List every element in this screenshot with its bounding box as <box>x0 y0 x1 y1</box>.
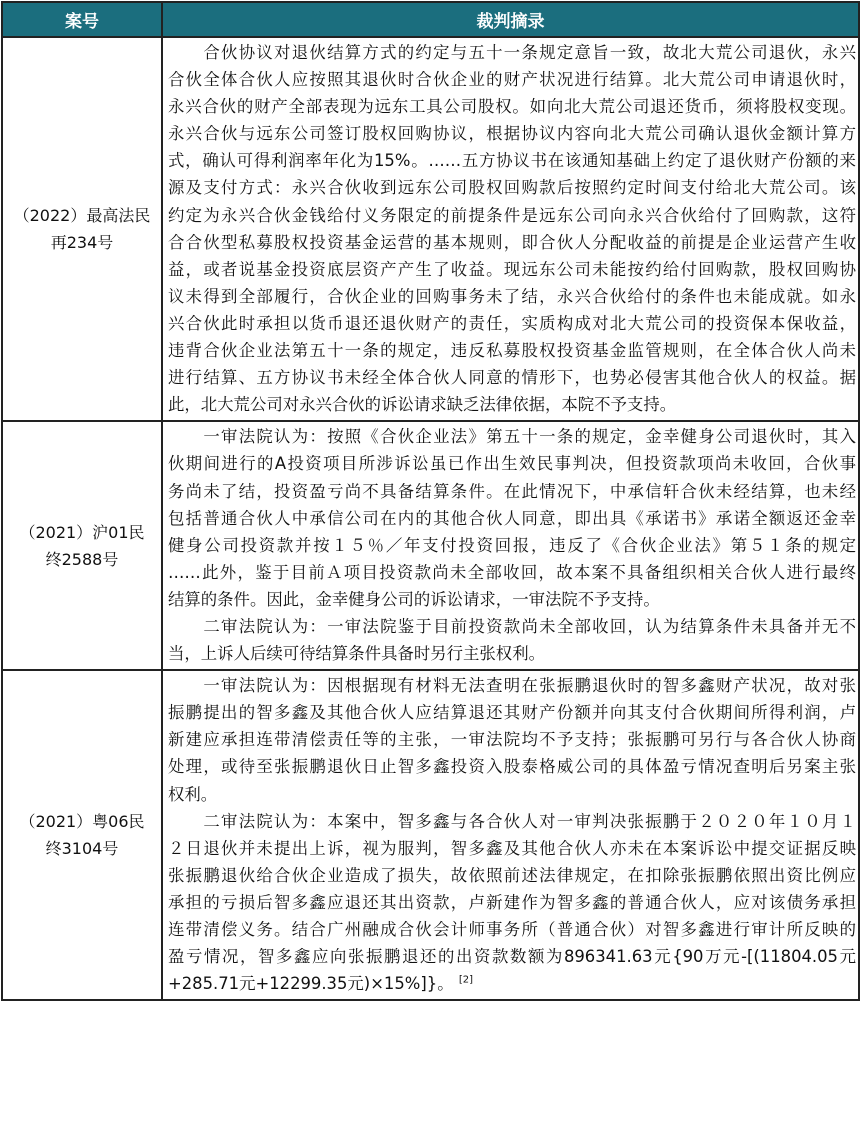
excerpt-line <box>168 310 856 337</box>
excerpt-line-text: 一审法院认为：因根据现有材料无法查明在张振鹏退伙时的智多鑫财产状况，故对张 <box>168 676 856 696</box>
excerpt-line-text: 当，上诉人后续可待结算条件具备时另行主张权利。 <box>168 644 545 664</box>
excerpt-line-text: 合伙协议对退伙结算方式的约定与五十一条规定意旨一致，故北大荒公司退伙，永兴 <box>168 43 856 62</box>
excerpt-line <box>168 39 856 66</box>
excerpt-line-text: 健身公司投资款并按１５％／年支付投资回报，违反了《合伙企业法》第５１条的规定 <box>168 535 856 555</box>
excerpt-line-text: 永兴合伙与远东公司签订股权回购协议，根据协议内容向北大荒公司确认退伙金额计算方 <box>168 124 856 144</box>
excerpt-line <box>168 147 856 174</box>
excerpt-line-text: 约定为永兴合伙金钱给付义务限定的前提条件是远东公司向永兴合伙给付了回购款，这符 <box>168 205 856 225</box>
excerpt-line <box>168 450 856 477</box>
excerpt-line-text: 违背合伙企业法第五十一条的规定，违反私募股权投资基金监管规则，在全体合伙人尚未 <box>168 341 856 361</box>
excerpt-line-text: 处理，或待至张振鹏退伙日止智多鑫投资入股泰格威公司的具体盈亏情况查明后另案主张 <box>168 757 856 777</box>
case-number-line: 再234号 <box>50 233 114 253</box>
excerpt-line <box>168 781 856 808</box>
excerpt-line <box>168 889 856 916</box>
table-row <box>2 421 859 670</box>
excerpt-line <box>168 808 856 835</box>
excerpt-line-text: 一审法院认为：按照《合伙企业法》第五十一条的规定，金幸健身公司退伙时，其入 <box>168 427 856 447</box>
excerpt-line <box>168 391 856 418</box>
excerpt-line <box>168 478 856 505</box>
excerpt-line <box>168 364 856 391</box>
excerpt-line-text: 务尚未了结，投资盈亏尚不具备结算条件。在此情况下，中承信轩合伙未经结算，也未经 <box>168 481 856 501</box>
excerpt-line-text: 二审法院认为：一审法院鉴于目前投资款尚未全部收回，认为结算条件未具备并无不 <box>168 616 856 636</box>
case-number-line: （2021）粤06民 <box>19 812 145 832</box>
excerpt-line <box>168 256 856 283</box>
excerpt-line <box>168 699 856 726</box>
case-number-line: （2021）沪01民 <box>19 522 145 542</box>
excerpt-cell <box>162 37 859 421</box>
excerpt-line-text: 进行结算、五方协议书未经全体合伙人同意的情形下，也势必侵害其他合伙人的权益。据 <box>168 368 856 388</box>
excerpt-line <box>168 559 856 586</box>
excerpt-paragraph <box>168 39 856 418</box>
excerpt-line <box>168 916 856 943</box>
case-number-line: 终3104号 <box>45 839 119 859</box>
excerpt-line-text: 议未得到全部履行，合伙企业的回购事务未了结，永兴合伙给付的条件也未能成就。如永 <box>168 286 856 306</box>
excerpt-line-text: 合伙全体合伙人应按照其退伙时合伙企业的财产状况进行结算。北大荒公司申请退伙时， <box>168 70 856 90</box>
excerpt-paragraph <box>168 672 856 807</box>
excerpt-line <box>168 174 856 201</box>
excerpt-line-text: 振鹏提出的智多鑫及其他合伙人应结算退还其财产份额并向其支付合伙期间所得利润，卢 <box>168 703 856 723</box>
case-number-cell <box>2 421 162 670</box>
table-row <box>2 37 859 421</box>
case-excerpt-table <box>1 1 860 1001</box>
footnote-reference[interactable]: [2] <box>458 974 473 986</box>
excerpt-line-text: 承担的亏损后智多鑫应退还其出资款，卢新建作为智多鑫的普通合伙人，应对该债务承担 <box>168 892 856 912</box>
excerpt-line-text: +285.71元+12299.35元)×15%]}。 <box>168 974 454 994</box>
excerpt-line-text: 新建应承担连带清偿责任等的主张，一审法院均不予支持；张振鹏可另行与各合伙人协商 <box>168 730 856 750</box>
excerpt-paragraph <box>168 613 856 667</box>
excerpt-line <box>168 753 856 780</box>
excerpt-line <box>168 726 856 753</box>
case-number-cell <box>2 670 162 1000</box>
excerpt-line <box>168 505 856 532</box>
excerpt-line-text: 永兴合伙的财产全部表现为远东工具公司股权。如向北大荒公司退还货币，须将股权变现。 <box>168 97 856 117</box>
excerpt-line <box>168 613 856 640</box>
excerpt-line <box>168 337 856 364</box>
excerpt-line-text: 包括普通合伙人中承信公司在内的其他合伙人同意，即出具《承诺书》承诺全额返还金幸 <box>168 508 856 528</box>
excerpt-cell <box>162 421 859 670</box>
excerpt-line-text: 合合伙型私募股权投资基金运营的基本规则，即合伙人分配收益的前提是企业运营产生收 <box>168 232 856 252</box>
excerpt-line <box>168 202 856 229</box>
excerpt-line <box>168 423 856 450</box>
excerpt-line-text: 源及支付方式：永兴合伙收到远东公司股权回购款后按照约定时间支付给北大荒公司。该 <box>168 178 856 198</box>
excerpt-line-text: 张振鹏退伙给合伙企业造成了损失，故依照前述法律规定，在扣除张振鹏依照出资比例应 <box>168 865 856 885</box>
excerpt-line <box>168 120 856 147</box>
case-number-line: 终2588号 <box>45 549 119 569</box>
excerpt-cell <box>162 670 859 1000</box>
excerpt-line-text: 兴合伙此时承担以货币退还退伙财产的责任，实质构成对北大荒公司的投资保本保收益， <box>168 313 856 333</box>
excerpt-paragraph <box>168 423 856 613</box>
excerpt-line <box>168 835 856 862</box>
excerpt-line-text: 伙期间进行的A投资项目所涉诉讼虽已作出生效民事判决，但投资款项尚未收回，合伙事 <box>168 454 856 474</box>
case-number-cell <box>2 37 162 421</box>
excerpt-line-text: ……此外，鉴于目前Ａ项目投资款尚未全部收回，故本案不具备组织相关合伙人进行最终 <box>168 562 856 582</box>
table-row <box>2 670 859 1000</box>
excerpt-line <box>168 229 856 256</box>
excerpt-line-text: ２日退伙并未提出上诉，视为服判，智多鑫及其他合伙人亦未在本案诉讼中提交证据反映 <box>168 838 856 858</box>
excerpt-line <box>168 943 856 970</box>
header-excerpt: 裁判摘录 <box>162 2 859 37</box>
excerpt-paragraph <box>168 808 856 998</box>
excerpt-line-text: 结算的条件。因此，金幸健身公司的诉讼请求，一审法院不予支持。 <box>168 589 660 609</box>
excerpt-line-text: 二审法院认为：本案中，智多鑫与各合伙人对一审判决张振鹏于２０２０年１０月１ <box>168 811 856 831</box>
excerpt-line <box>168 640 856 667</box>
excerpt-line <box>168 93 856 120</box>
excerpt-line <box>168 532 856 559</box>
case-number-line: （2022）最高法民 <box>13 206 151 226</box>
excerpt-line-text: 益，或者说基金投资底层资产产生了收益。现远东公司未能按约给付回购款，股权回购协 <box>168 259 856 279</box>
excerpt-line-text: 盈亏情况，智多鑫应向张振鹏退还的出资款数额为896341.63元{90万元-[(11804.05元 <box>168 947 856 967</box>
excerpt-line-text: 式，确认可得利润率年化为15%。……五方协议书在该通知基础上约定了退伙财产份额的来 <box>168 151 856 171</box>
table-header-row <box>2 2 859 37</box>
excerpt-line-text: 连带清偿义务。结合广州融成合伙会计师事务所（普通合伙）对智多鑫进行审计所反映的 <box>168 920 856 939</box>
excerpt-line <box>168 586 856 613</box>
excerpt-line <box>168 672 856 699</box>
excerpt-line <box>168 862 856 889</box>
excerpt-line-text: 权利。 <box>168 784 218 804</box>
excerpt-line <box>168 970 856 997</box>
header-case-no: 案号 <box>2 2 162 37</box>
excerpt-line-text: 此，北大荒公司对永兴合伙的诉讼请求缺乏法律依据，本院不予支持。 <box>168 395 677 415</box>
excerpt-line <box>168 66 856 93</box>
excerpt-line <box>168 283 856 310</box>
